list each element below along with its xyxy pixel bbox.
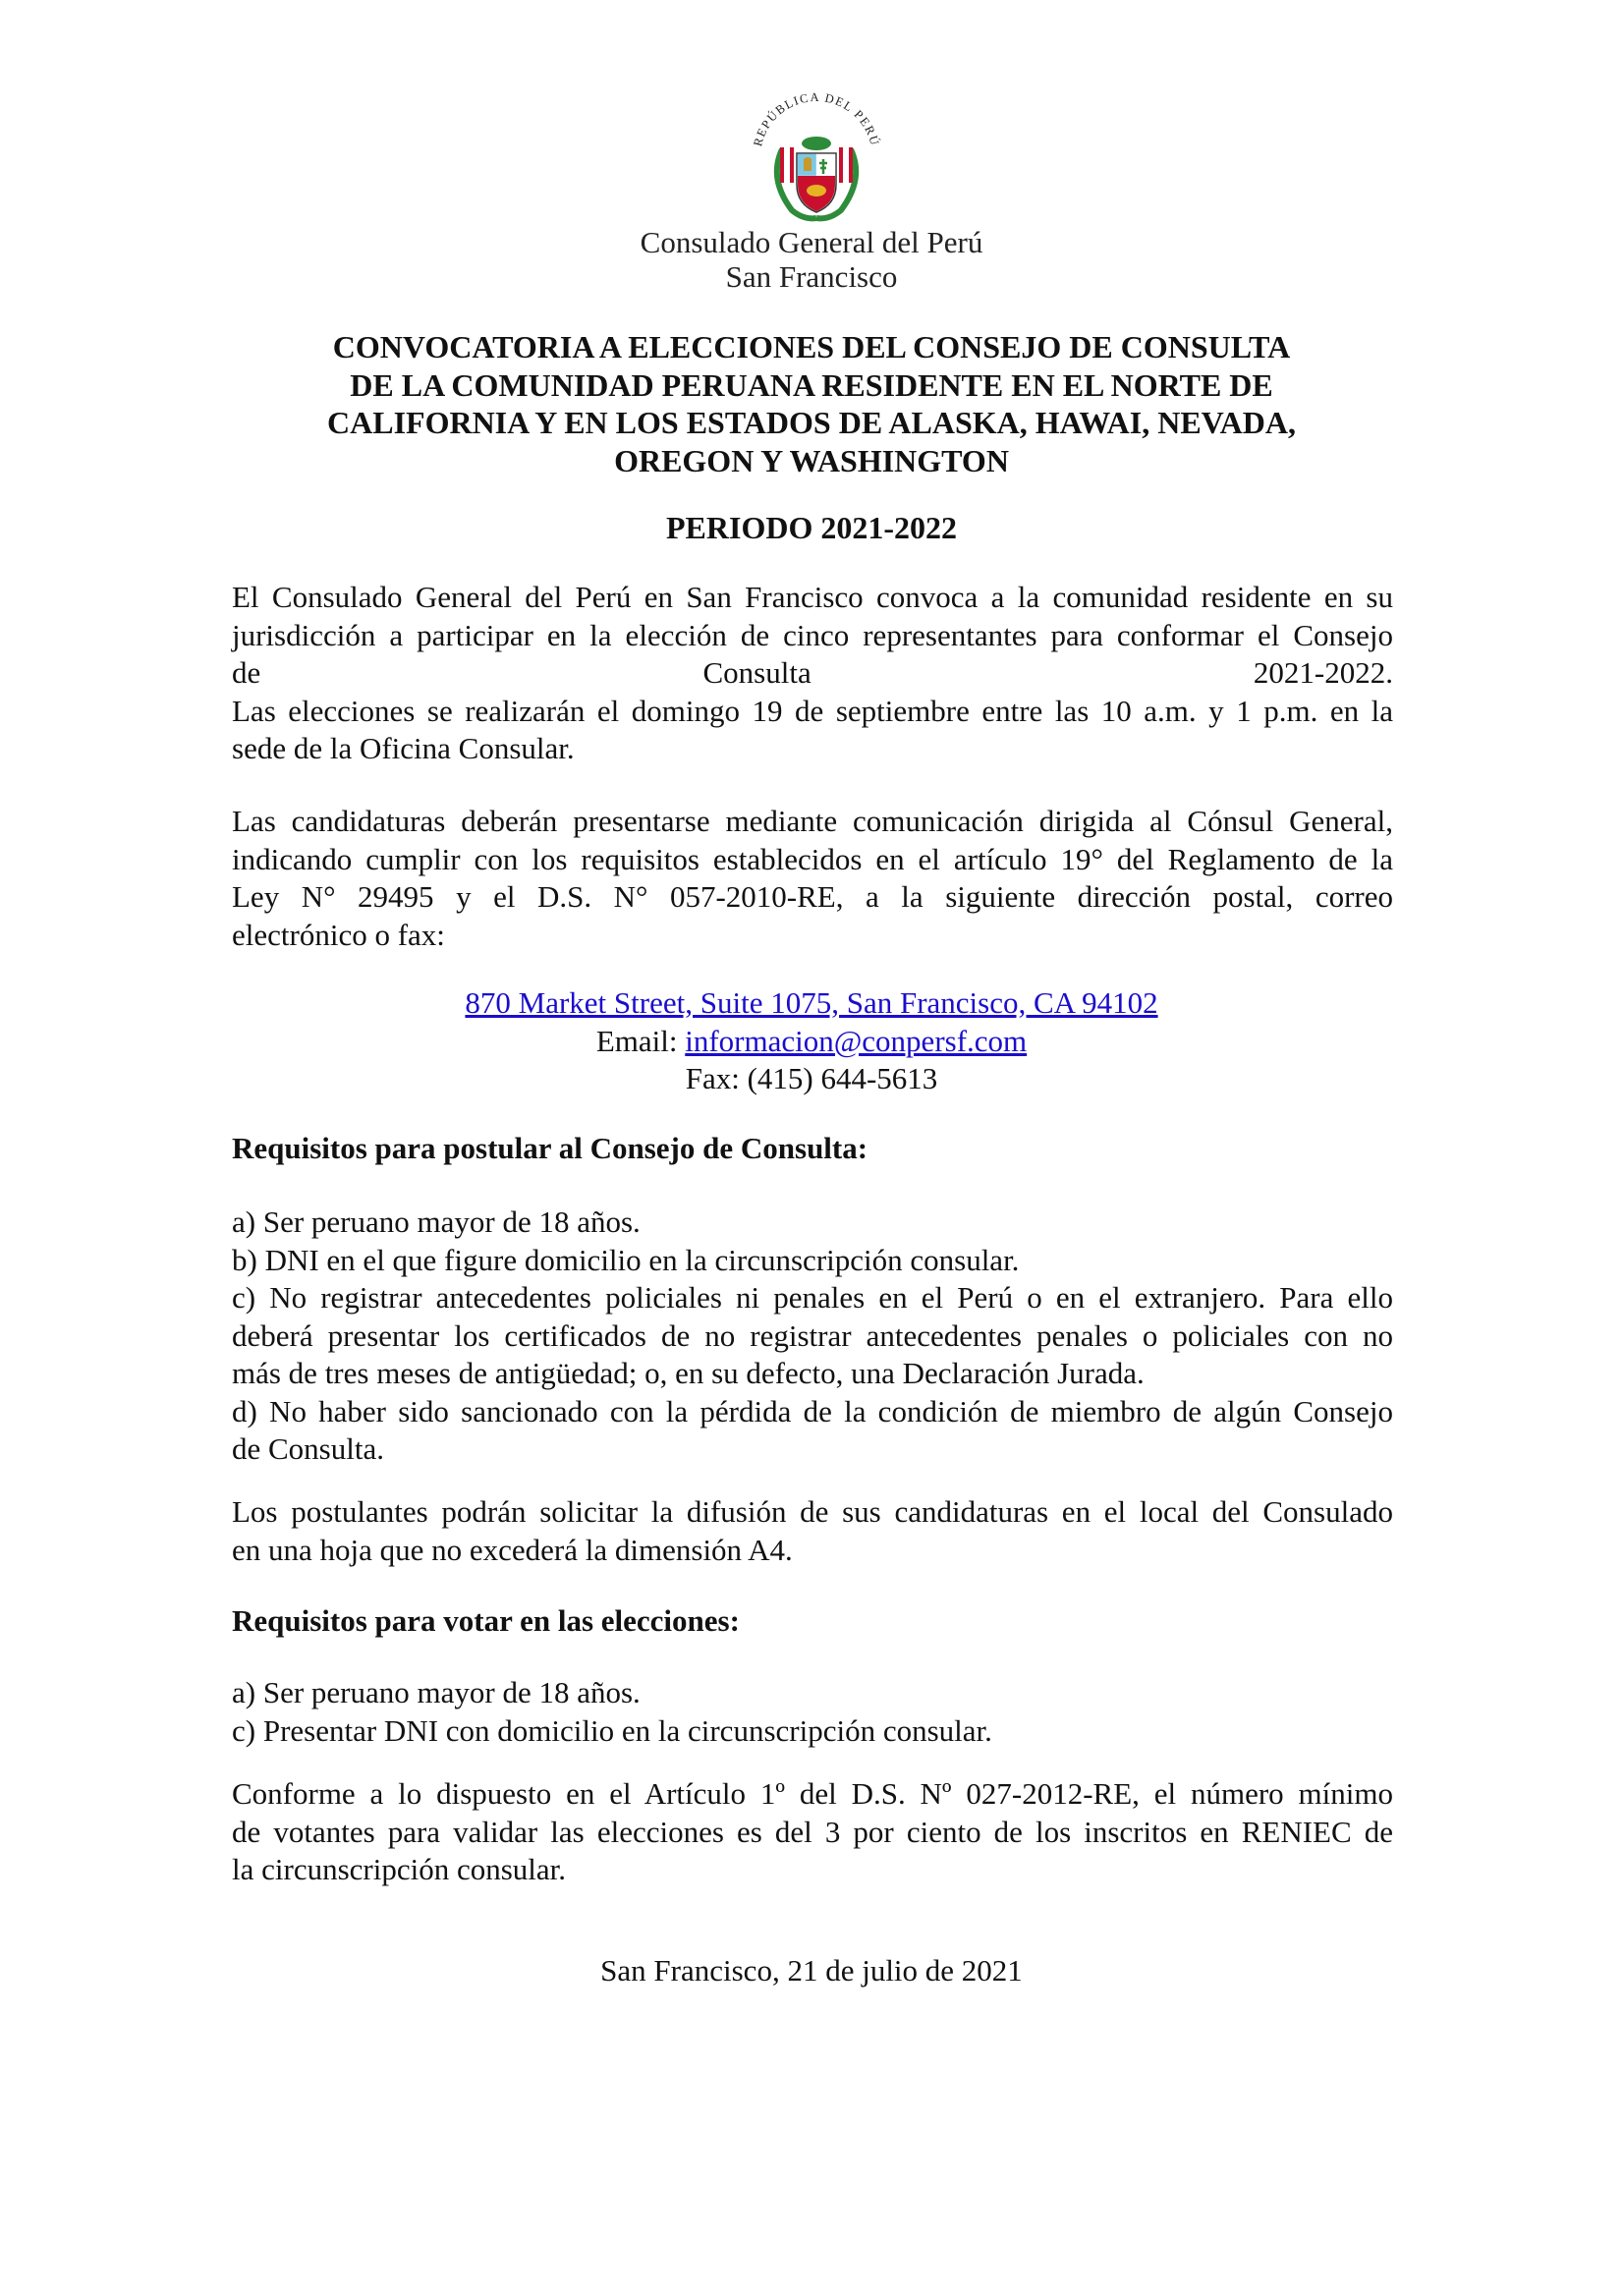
email-label: Email:	[595, 1023, 686, 1058]
title-line: OREGON Y WASHINGTON	[614, 442, 1009, 478]
text-line: más de tres meses de antigüedad; o, en su defecto, una Declaración Jurada.	[232, 1356, 1145, 1390]
coat-of-arms-icon	[733, 81, 900, 228]
text-line: en una hoja que no excederá la dimensión A4.	[232, 1532, 793, 1567]
text-line: de votantes para validar las elecciones es del 3 por ciento de los inscritos en RENIEC de	[232, 1814, 1393, 1849]
dateline: San Francisco, 21 de julio de 2021	[600, 1953, 1023, 1988]
contact-block	[0, 984, 1623, 1098]
period-heading: PERIODO 2021-2022	[666, 510, 957, 545]
text-line: sede de la Oficina Consular.	[232, 731, 575, 765]
text-line: El Consulado General del Perú en San Francisco convoca a la comunidad residente en su	[232, 580, 1393, 614]
title-line: DE LA COMUNIDAD PERUANA RESIDENTE EN EL NORTE DE	[350, 366, 1273, 403]
text-line: de Consulta.	[232, 1431, 384, 1466]
consulate-city: San Francisco	[725, 259, 898, 294]
list-item: c) No registrar antecedentes policiales ni penales en el Perú o en el extranjero. Para ello	[232, 1280, 1393, 1315]
paragraph-announcement	[232, 579, 1393, 768]
document-title	[236, 328, 1387, 479]
text-line: deberá presentar los certificados de no registrar antecedentes penales o policiales con no	[232, 1317, 1393, 1353]
paragraph-candidacies	[232, 803, 1393, 954]
list-item: a) Ser peruano mayor de 18 años.	[232, 1204, 641, 1239]
text-line: Los postulantes podrán solicitar la difusión de sus candidaturas en el local del Consulado	[232, 1494, 1393, 1529]
consulate-name: Consulado General del Perú	[640, 225, 983, 259]
candidate-requirements-list	[232, 1204, 1393, 1469]
list-item: a) Ser peruano mayor de 18 años.	[232, 1675, 641, 1709]
text-line: Conforme a lo dispuesto en el Artículo 1º del D.S. Nº 027-2012-RE, el número mínimo	[232, 1776, 1393, 1811]
title-line: CONVOCATORIA A ELECCIONES DEL CONSEJO DE CONSULTA	[332, 329, 1291, 364]
text-line: de Consulta 2021-2022.	[232, 655, 1393, 690]
text-line: jurisdicción a participar en la elección de cinco representantes para conformar el Consejo	[232, 617, 1393, 652]
text-line: Ley N° 29495 y el D.S. N° 057-2010-RE, a la siguiente dirección postal, correo	[232, 879, 1393, 914]
text-line: la circunscripción consular.	[232, 1852, 567, 1886]
candidate-requirements-heading: Requisitos para postular al Consejo de Consulta:	[232, 1131, 868, 1165]
title-line: CALIFORNIA Y EN LOS ESTADOS DE ALASKA, HAWAI, NEVADA,	[327, 405, 1296, 440]
email-link[interactable]: informacion@conpersf.com	[685, 1023, 1028, 1058]
paragraph-quorum	[232, 1775, 1393, 1889]
voter-requirements-list	[232, 1674, 1393, 1750]
text-line: electrónico o fax:	[232, 917, 445, 952]
text-line: Las candidaturas deberán presentarse mediante comunicación dirigida al Cónsul General,	[232, 804, 1393, 838]
address-link[interactable]: 870 Market Street, Suite 1075, San Francisco, CA 94102	[465, 985, 1158, 1020]
voter-requirements-heading: Requisitos para votar en las elecciones:	[232, 1603, 740, 1638]
list-item: b) DNI en el que figure domicilio en la circunscripción consular.	[232, 1242, 1020, 1277]
text-line: indicando cumplir con los requisitos establecidos en el artículo 19° del Reglamento de la	[232, 841, 1393, 876]
text-line: Las elecciones se realizarán el domingo 19 de septiembre entre las 10 a.m. y 1 p.m. en la	[232, 693, 1393, 728]
list-item: d) No haber sido sancionado con la pérdida de la condición de miembro de algún Consejo	[232, 1393, 1393, 1428]
list-item: c) Presentar DNI con domicilio en la circunscripción consular.	[232, 1712, 992, 1748]
paragraph-diffusion	[232, 1493, 1393, 1569]
seal-text: REPÚBLICA DEL PERÚ	[751, 89, 882, 148]
fax-number: Fax: (415) 644-5613	[685, 1061, 938, 1095]
